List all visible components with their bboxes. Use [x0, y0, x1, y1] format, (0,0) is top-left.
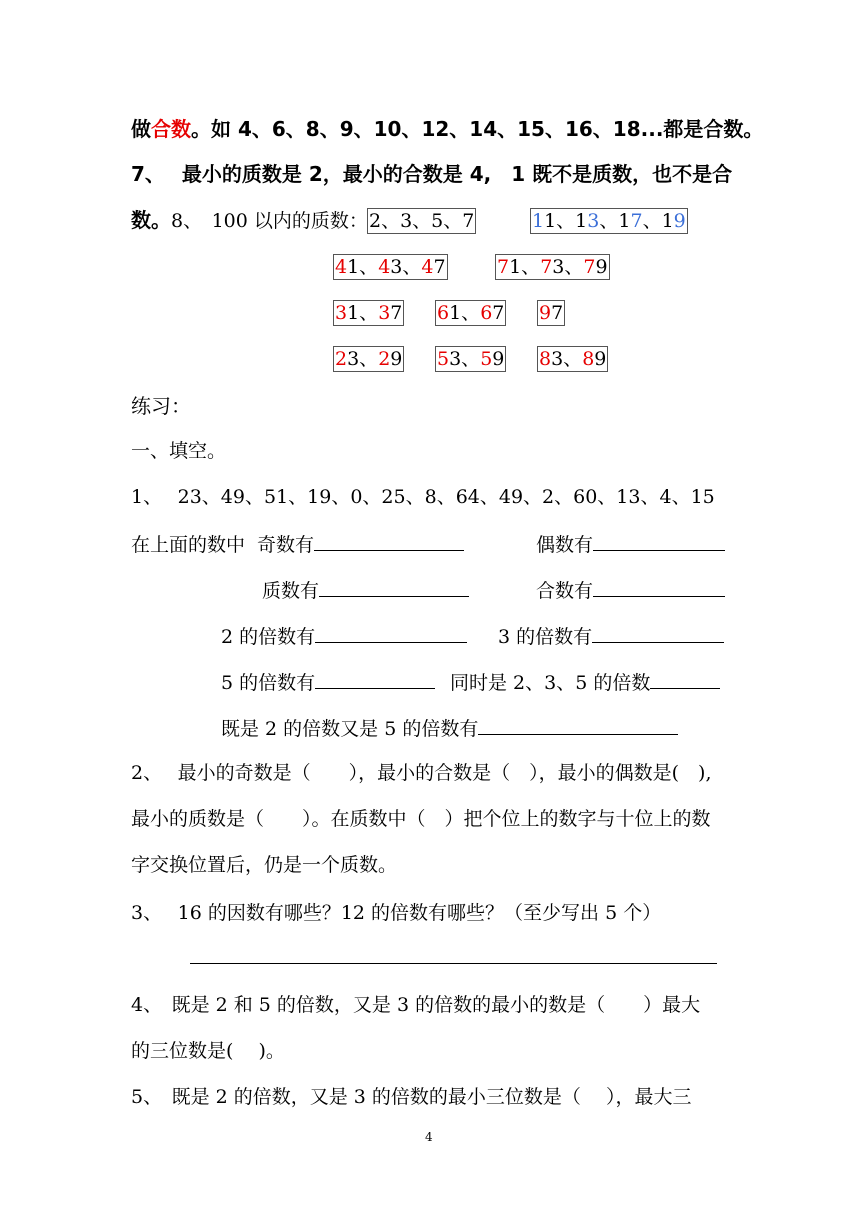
prime-digit-segment: 1、 — [449, 302, 481, 324]
label-composite: 合数有 — [536, 580, 594, 602]
q1-even — [536, 531, 725, 557]
label-odd: 奇数有 — [257, 534, 315, 556]
prime-box-10 — [537, 346, 608, 372]
question-2-line-2: 最小的质数是（ ）。在质数中（ ）把个位上的数字与十位上的数 — [131, 808, 711, 830]
blank-mult3[interactable] — [592, 623, 724, 643]
question-4-line-2: 的三位数是( )。 — [131, 1040, 285, 1062]
prime-digit-segment: 7 — [492, 302, 505, 324]
blank-odd[interactable] — [314, 531, 464, 551]
prime-digit-segment: 8 — [539, 348, 552, 370]
label-mult2: 2 的倍数有 — [221, 626, 316, 648]
q1-mult235 — [450, 669, 720, 695]
question-2-line-3: 字交换位置后，仍是一个质数。 — [131, 854, 398, 876]
prime-digit-segment: 5 — [437, 348, 450, 370]
prime-digit-segment: 9 — [390, 348, 403, 370]
question-2-line-1: 2、 最小的奇数是（ ），最小的合数是（ ），最小的偶数是( ), — [131, 762, 712, 784]
prime-digit-segment: 7 — [630, 210, 643, 232]
prime-digit-segment: 8 — [582, 348, 595, 370]
prime-box-1: 2、3、5、7 — [369, 210, 475, 232]
text-prefix: 做 — [131, 117, 151, 141]
primes-intro: 8、 100 以内的质数： — [171, 210, 368, 232]
answer-line-q3[interactable] — [190, 963, 717, 964]
q1-mult5 — [221, 669, 435, 695]
prime-digit-segment: 3 — [587, 210, 600, 232]
label-prime: 质数有 — [262, 580, 320, 602]
prime-digit-segment: 5 — [480, 348, 493, 370]
label-even: 偶数有 — [536, 534, 594, 556]
prime-digit-segment: 3、 — [551, 348, 583, 370]
prime-box-9 — [435, 346, 506, 372]
blank-composite[interactable] — [593, 577, 725, 597]
question-3: 3、 16 的因数有哪些？12 的倍数有哪些？（至少写出 5 个） — [131, 902, 662, 924]
highlight-composite: 合数 — [151, 117, 191, 141]
prime-digit-segment: 4 — [421, 256, 434, 278]
label-mult5: 5 的倍数有 — [221, 672, 316, 694]
q1-both25 — [221, 715, 678, 741]
definition-line — [131, 117, 763, 141]
prime-digit-segment: 3 — [378, 302, 391, 324]
prime-digit-segment: 9 — [539, 302, 552, 324]
blank-prime[interactable] — [319, 577, 469, 597]
label-both25: 既是 2 的倍数又是 5 的倍数有 — [221, 718, 479, 740]
question-5-line-1: 5、 既是 2 的倍数，又是 3 的倍数的最小三位数是（ ），最大三 — [131, 1086, 692, 1108]
q1-intro-odd — [131, 531, 464, 557]
prime-box-8 — [333, 346, 404, 372]
q1-prime — [262, 577, 469, 603]
prime-digit-segment: 6 — [480, 302, 493, 324]
prime-box-3 — [333, 254, 448, 280]
label-mult3: 3 的倍数有 — [498, 626, 593, 648]
prime-digit-segment: 9 — [595, 256, 608, 278]
prime-digit-segment: 7 — [551, 302, 564, 324]
prime-digit-segment: 7 — [540, 256, 553, 278]
blank-mult2[interactable] — [315, 623, 467, 643]
prime-digit-segment: 9 — [492, 348, 505, 370]
prime-digit-segment: 4 — [378, 256, 391, 278]
prime-digit-segment: 、1 — [599, 210, 631, 232]
q1-mult3 — [498, 623, 724, 649]
prime-digit-segment: 4 — [335, 256, 348, 278]
prime-digit-segment: 1、 — [509, 256, 541, 278]
prime-digit-segment: 6 — [437, 302, 450, 324]
prime-digit-segment: 、1 — [642, 210, 674, 232]
text-end: 数。 — [131, 208, 171, 232]
question-4-line-1: 4、 既是 2 和 5 的倍数，又是 3 的倍数的最小的数是（ ）最大 — [131, 994, 701, 1016]
q1-composite — [536, 577, 725, 603]
item-8-line — [131, 208, 368, 233]
q1-intro: 在上面的数中 — [131, 534, 246, 556]
practice-heading: 练习： — [131, 394, 191, 418]
prime-digit-segment: 3、 — [347, 348, 379, 370]
prime-digit-segment: 3 — [335, 302, 348, 324]
prime-digit-segment: 9 — [594, 348, 607, 370]
prime-digit-segment: 7 — [390, 302, 403, 324]
prime-box-2 — [530, 208, 688, 234]
prime-box-6 — [435, 300, 506, 326]
prime-digit-segment: 1、 — [347, 302, 379, 324]
section-fill-blank: 一、填空。 — [131, 440, 227, 462]
prime-digit-segment: 2 — [378, 348, 391, 370]
prime-box-5 — [333, 300, 404, 326]
prime-digit-segment: 1、 — [347, 256, 379, 278]
prime-box-7 — [537, 300, 565, 326]
prime-digit-segment: 7 — [583, 256, 596, 278]
prime-box-4 — [495, 254, 610, 280]
prime-digit-segment: 3、 — [390, 256, 422, 278]
text-rest: 。如 4、6、8、9、10、12、14、15、16、18...都是合数。 — [191, 117, 764, 141]
prime-digit-segment: 3、 — [552, 256, 584, 278]
prime-digit-segment: 1、1 — [544, 210, 588, 232]
page-number: 4 — [425, 1130, 433, 1144]
label-mult235: 同时是 2、3、5 的倍数 — [450, 672, 651, 694]
blank-mult235[interactable] — [650, 669, 720, 689]
prime-digit-segment: 7 — [433, 256, 446, 278]
blank-both25[interactable] — [478, 715, 678, 735]
prime-digit-segment: 1 — [532, 210, 545, 232]
prime-digit-segment: 2 — [335, 348, 348, 370]
question-1-numbers: 1、 23、49、51、19、0、25、8、64、49、2、60、13、4、15 — [131, 486, 715, 508]
prime-digit-segment: 7 — [497, 256, 510, 278]
prime-digit-segment: 3、 — [449, 348, 481, 370]
prime-digit-segment: 9 — [673, 210, 686, 232]
q1-mult2 — [221, 623, 467, 649]
item-7-line: 7、 最小的质数是 2，最小的合数是 4, 1 既不是质数，也不是合 — [131, 162, 733, 186]
blank-mult5[interactable] — [315, 669, 435, 689]
blank-even[interactable] — [593, 531, 725, 551]
